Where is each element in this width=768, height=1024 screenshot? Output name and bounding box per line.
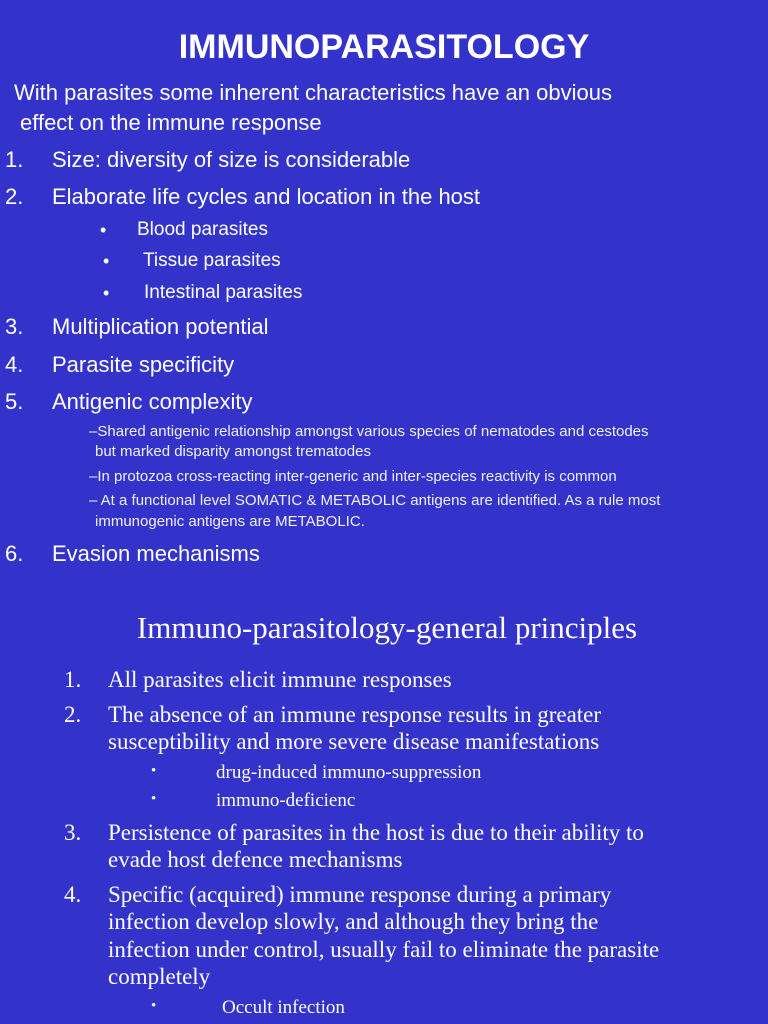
item-number: 5. (5, 389, 24, 414)
item-text: Evasion mechanisms (52, 541, 260, 566)
item-text: Persistence of parasites in the host is due to their ability to (108, 820, 644, 845)
item-text-continued: evade host defence mechanisms (108, 847, 403, 872)
antigen-note: –Shared antigenic relationship amongst various species of nematodes and cestodes (89, 423, 649, 440)
bullet-icon: • (151, 791, 157, 807)
antigen-note: –In protozoa cross-reacting inter-generic and inter-species reactivity is common (89, 468, 617, 485)
bullet-icon: • (151, 763, 157, 779)
antigen-note-continued: but marked disparity amongst trematodes (95, 443, 371, 460)
item-number: 4. (5, 352, 24, 377)
bullet-item: Blood parasites (137, 219, 268, 240)
bullet-item: immuno-deficienc (216, 790, 356, 811)
section-title: Immuno-parasitology-general principles (136, 610, 638, 645)
intro-line-2: effect on the immune response (20, 110, 322, 135)
bullet-icon: • (103, 251, 110, 271)
item-number: 2. (5, 184, 24, 209)
bullet-icon: • (103, 283, 110, 303)
bullet-item: Intestinal parasites (144, 282, 303, 303)
item-text-continued: infection develop slowly, and although they bring the (108, 909, 599, 934)
intro-line-1: With parasites some inherent characteristics have an obvious (14, 80, 612, 105)
item-text: The absence of an immune response results in greater (108, 702, 602, 727)
slide-title: IMMUNOPARASITOLOGY (178, 28, 590, 66)
item-text: Parasite specificity (52, 352, 235, 377)
item-text-continued: infection under control, usually fail to eliminate the parasite (108, 937, 660, 962)
item-text: Size: diversity of size is considerable (52, 147, 411, 172)
item-number: 1. (5, 147, 24, 172)
bullet-item: drug-induced immuno-suppression (216, 762, 482, 783)
item-text: Antigenic complexity (52, 389, 253, 414)
antigen-note-continued: immunogenic antigens are METABOLIC. (95, 513, 365, 530)
item-text-continued: completely (108, 964, 211, 989)
antigen-note: – At a functional level SOMATIC & METABOLIC antigens are identified. As a rule most (89, 492, 661, 509)
item-number: 2. (64, 702, 82, 727)
item-number: 3. (5, 314, 24, 339)
item-number: 6. (5, 541, 24, 566)
bullet-item: Tissue parasites (143, 250, 281, 271)
item-number: 3. (64, 820, 82, 845)
item-number: 4. (64, 882, 82, 907)
item-text: Specific (acquired) immune response during a primary (108, 882, 612, 907)
item-number: 1. (64, 667, 82, 692)
bullet-icon: • (151, 998, 157, 1014)
item-text-continued: susceptibility and more severe disease manifestations (108, 729, 600, 754)
item-text: Elaborate life cycles and location in the host (52, 184, 481, 209)
item-text: Multiplication potential (52, 314, 269, 339)
bullet-icon: • (100, 220, 107, 240)
bullet-item: Occult infection (222, 997, 345, 1018)
item-text: All parasites elicit immune responses (108, 667, 452, 692)
